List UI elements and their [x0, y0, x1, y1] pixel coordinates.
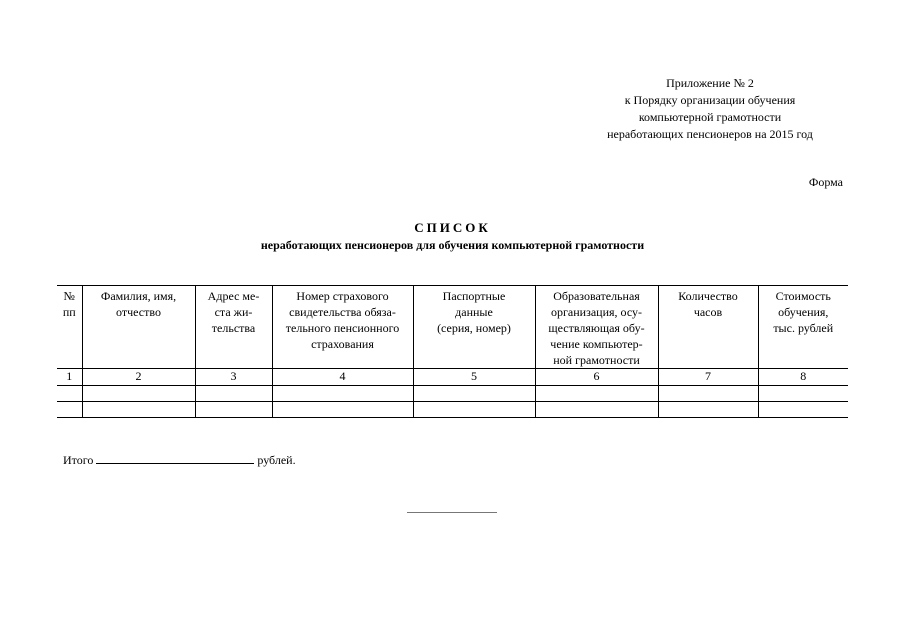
appendix-line: компьютерной грамотности	[638, 110, 782, 124]
header-line: №	[63, 289, 75, 303]
header-line: ста жи-	[214, 305, 253, 319]
appendix-line: неработающих пенсионеров на 2015 год	[607, 127, 813, 141]
header-line: чение компьютер-	[550, 337, 643, 351]
header-line: часов	[693, 305, 723, 319]
empty-cell	[57, 402, 82, 418]
header-line: Паспортные	[442, 289, 506, 303]
header-line: Образовательная	[553, 289, 640, 303]
empty-cell	[658, 386, 758, 402]
header-line: тельного пенсионного	[285, 321, 400, 335]
header-cell-name	[82, 286, 195, 369]
table-header-row	[57, 286, 848, 369]
header-cell-hours	[658, 286, 758, 369]
column-number-cell: 1	[57, 369, 82, 386]
form-label: Форма	[808, 175, 843, 189]
pensioners-table	[57, 285, 848, 418]
empty-cell	[195, 386, 272, 402]
header-line: (серия, номер)	[437, 321, 511, 335]
empty-cell	[82, 402, 195, 418]
column-number-row	[57, 369, 848, 386]
empty-table-row	[57, 386, 848, 402]
empty-cell	[535, 402, 658, 418]
header-cell-cost	[758, 286, 848, 369]
empty-cell	[195, 402, 272, 418]
title-block	[0, 219, 905, 253]
empty-table-row	[57, 402, 848, 418]
header-line: ной грамотности	[553, 353, 640, 367]
header-line: Количество	[678, 289, 738, 303]
header-line: тыс. рублей	[773, 321, 834, 335]
empty-cell	[413, 402, 535, 418]
empty-cell	[82, 386, 195, 402]
header-line: Стоимость	[775, 289, 831, 303]
empty-cell	[272, 402, 413, 418]
empty-cell	[758, 402, 848, 418]
column-number-cell: 8	[758, 369, 848, 386]
header-cell-organization	[535, 286, 658, 369]
header-cell-address	[195, 286, 272, 369]
header-line: Фамилия, имя,	[100, 289, 177, 303]
column-number-cell: 3	[195, 369, 272, 386]
column-number-cell: 4	[272, 369, 413, 386]
header-cell-number	[57, 286, 82, 369]
total-currency: рублей.	[257, 453, 296, 467]
separator-line	[407, 512, 497, 513]
empty-cell	[658, 402, 758, 418]
header-line: тельства	[211, 321, 256, 335]
column-number-cell: 5	[413, 369, 535, 386]
appendix-line: к Порядку организации обучения	[624, 93, 796, 107]
empty-cell	[57, 386, 82, 402]
appendix-block	[560, 75, 860, 143]
appendix-line: Приложение № 2	[666, 76, 754, 90]
document-subtitle: неработающих пенсионеров для обучения компьютерной грамотности	[260, 238, 645, 252]
total-line	[63, 451, 296, 468]
column-number-cell: 7	[658, 369, 758, 386]
header-line: Адрес ме-	[207, 289, 260, 303]
empty-cell	[272, 386, 413, 402]
header-line: ществляющая обу-	[548, 321, 645, 335]
header-cell-insurance-number	[272, 286, 413, 369]
header-line: свидетельства обяза-	[289, 305, 396, 319]
header-line: организация, осу-	[551, 305, 642, 319]
total-amount-blank	[96, 451, 254, 464]
empty-cell	[535, 386, 658, 402]
header-line: обучения,	[778, 305, 829, 319]
header-line: Номер страхового	[296, 289, 389, 303]
header-line: пп	[62, 305, 76, 319]
header-line: данные	[455, 305, 493, 319]
total-label: Итого	[63, 453, 94, 467]
empty-cell	[413, 386, 535, 402]
empty-cell	[758, 386, 848, 402]
header-cell-passport	[413, 286, 535, 369]
document-title: СПИСОК	[414, 220, 491, 235]
header-line: отчество	[116, 305, 161, 319]
column-number-cell: 2	[82, 369, 195, 386]
header-line: страхования	[311, 337, 374, 351]
column-number-cell: 6	[535, 369, 658, 386]
